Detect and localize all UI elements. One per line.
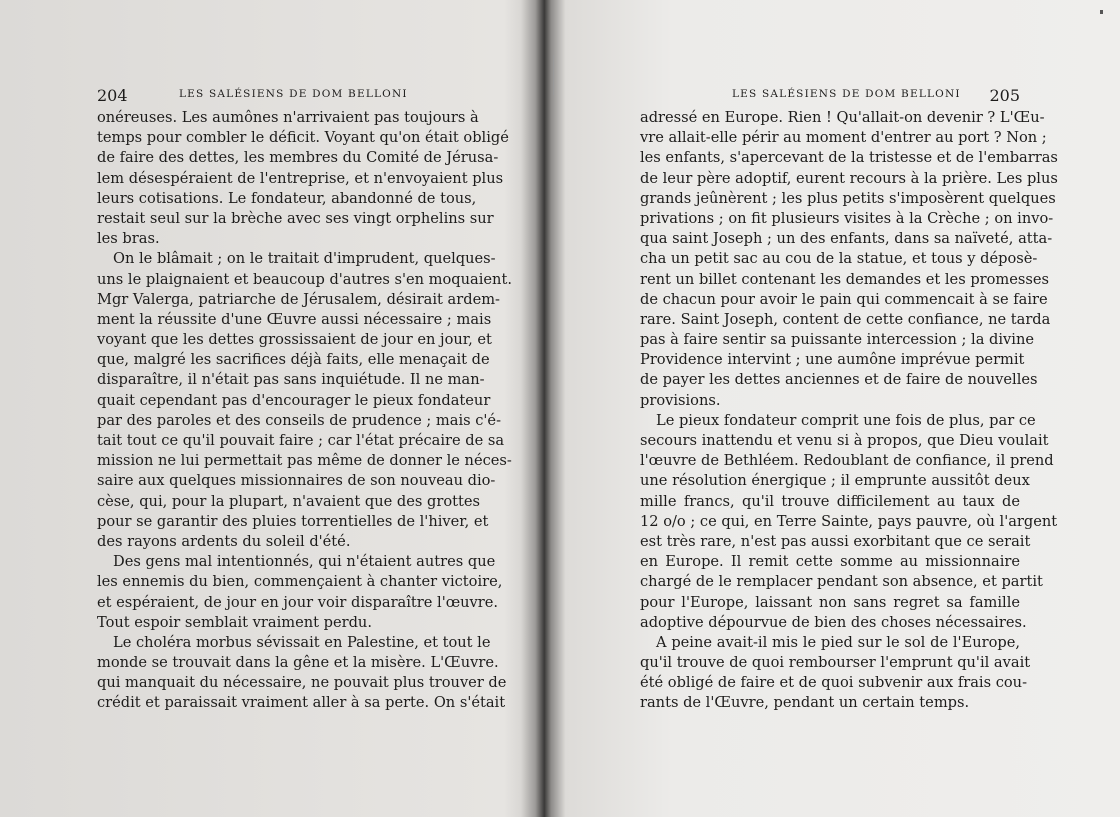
text-line: pas à faire sentir sa puissante intercession ; la divine xyxy=(640,331,1035,349)
left-page-body xyxy=(97,108,512,714)
text-line: rare. Saint Joseph, content de cette confiance, ne tarda xyxy=(640,310,1051,328)
text-line: Providence intervint ; une aumône imprévue permit xyxy=(640,351,1025,369)
text-line: restait seul sur la brèche avec ses vingt orphelins sur xyxy=(97,209,494,227)
left-page xyxy=(97,86,512,714)
text-line: Le choléra morbus sévissait en Palestine, et tout le xyxy=(113,633,491,651)
text-line: adressé en Europe. Rien ! Qu'allait-on devenir ? L'Œu- xyxy=(640,109,1045,126)
text-line: qua saint Joseph ; un des enfants, dans sa naïveté, atta- xyxy=(640,230,1053,248)
text-line: Des gens mal intentionnés, qui n'étaient autres que xyxy=(113,553,496,571)
text-line: de leur père adoptif, eurent recours à la prière. Les plus xyxy=(640,169,1058,187)
text-line: pour l'Europe, laissant non sans regret sa famille xyxy=(640,593,1020,611)
text-line: pour se garantir des pluies torrentielles de l'hiver, et xyxy=(97,512,489,530)
text-line: tait tout ce qu'il pouvait faire ; car l'état précaire de sa xyxy=(97,432,505,449)
text-line: disparaître, il n'était pas sans inquiétude. Il ne man- xyxy=(97,371,485,389)
text-line: les bras. xyxy=(97,230,160,248)
text-line: des rayons ardents du soleil d'été. xyxy=(97,532,351,550)
text-line: lem désespéraient de l'entreprise, et n'envoyaient plus xyxy=(97,169,504,187)
text-line: secours inattendu et venu si à propos, que Dieu voulait xyxy=(640,432,1049,449)
text-line: mille francs, qu'il trouve difficilement au taux de xyxy=(640,492,1020,510)
text-line: que, malgré les sacrifices déjà faits, elle menaçait de xyxy=(97,351,490,369)
text-line: les enfants, s'apercevant de la tristesse et de l'embarras xyxy=(640,149,1058,167)
text-line: provisions. xyxy=(640,391,721,409)
text-line: privations ; on fit plusieurs visites à la Crèche ; on invo- xyxy=(640,209,1054,227)
text-line: quait cependant pas d'encourager le pieux fondateur xyxy=(97,391,491,409)
text-line: de faire des dettes, les membres du Comité de Jérusa- xyxy=(97,149,499,167)
gutter-mark xyxy=(553,55,554,95)
text-line: Mgr Valerga, patriarche de Jérusalem, désirait ardem- xyxy=(97,290,500,308)
text-line: est très rare, n'est pas aussi exorbitant que ce serait xyxy=(640,532,1031,550)
text-line: de chacun pour avoir le pain qui commencait à se faire xyxy=(640,290,1048,308)
text-line: en Europe. Il remit cette somme au missionnaire xyxy=(640,553,1020,571)
text-line: On le blâmait ; on le traitait d'imprudent, quelques- xyxy=(113,250,496,268)
text-line: onéreuses. Les aumônes n'arrivaient pas toujours à xyxy=(97,109,479,126)
left-page-header xyxy=(97,86,459,108)
text-line: temps pour combler le déficit. Voyant qu'on était obligé xyxy=(97,129,509,147)
running-head: LES SALÉSIENS DE DOM BELLONI xyxy=(179,88,408,100)
text-line: saire aux quelques missionnaires de son nouveau dio- xyxy=(97,472,496,490)
text-line: été obligé de faire et de quoi subvenir aux frais cou- xyxy=(640,674,1028,692)
text-line: ment la réussite d'une Œuvre aussi nécessaire ; mais xyxy=(97,310,492,328)
right-page xyxy=(640,86,1058,714)
text-line: vre allait-elle périr au moment d'entrer au port ? Non ; xyxy=(640,129,1047,147)
text-line: qui manquait du nécessaire, ne pouvait plus trouver de xyxy=(97,674,507,692)
corner-speck xyxy=(1100,10,1103,14)
text-line: adoptive dépourvue de bien des choses nécessaires. xyxy=(640,613,1027,631)
text-line: une résolution énergique ; il emprunte aussitôt deux xyxy=(640,472,1030,490)
text-line: l'œuvre de Bethléem. Redoublant de confiance, il prend xyxy=(640,452,1054,470)
running-head: LES SALÉSIENS DE DOM BELLONI xyxy=(732,88,961,100)
text-line: les ennemis du bien, commençaient à chanter victoire, xyxy=(97,573,503,591)
text-line: cha un petit sac au cou de la statue, et tous y déposè- xyxy=(640,250,1038,268)
text-line: mission ne lui permettait pas même de donner le néces- xyxy=(97,452,512,470)
text-line: rent un billet contenant les demandes et les promesses xyxy=(640,270,1050,288)
text-line: 12 o/o ; ce qui, en Terre Sainte, pays pauvre, où l'argent xyxy=(640,512,1058,530)
right-page-body xyxy=(640,108,1058,714)
text-line: Le pieux fondateur comprit une fois de plus, par ce xyxy=(656,411,1036,429)
text-line: de payer les dettes anciennes et de faire de nouvelles xyxy=(640,371,1038,389)
text-line: qu'il trouve de quoi rembourser l'emprunt qu'il avait xyxy=(640,654,1031,672)
text-line: cèse, qui, pour la plupart, n'avaient que des grottes xyxy=(97,492,480,510)
text-line: rants de l'Œuvre, pendant un certain temps. xyxy=(640,694,970,712)
text-line: crédit et paraissait vraiment aller à sa perte. On s'était xyxy=(97,694,506,712)
right-page-header xyxy=(640,86,1020,108)
text-line: voyant que les dettes grossissaient de jour en jour, et xyxy=(97,331,492,349)
page-number: 204 xyxy=(97,86,128,105)
text-line: uns le plaignaient et beaucoup d'autres s'en moquaient. xyxy=(97,270,512,288)
text-line: leurs cotisations. Le fondateur, abandonné de tous, xyxy=(97,189,477,207)
text-line: et espéraient, de jour en jour voir disparaître l'œuvre. xyxy=(97,593,499,611)
page-number: 205 xyxy=(989,86,1020,105)
text-line: Tout espoir semblait vraiment perdu. xyxy=(97,613,372,631)
text-line: par des paroles et des conseils de prudence ; mais c'é- xyxy=(97,411,502,429)
text-line: chargé de le remplacer pendant son absence, et partit xyxy=(640,573,1043,591)
text-line: monde se trouvait dans la gêne et la misère. L'Œuvre. xyxy=(97,654,499,672)
text-line: A peine avait-il mis le pied sur le sol de l'Europe, xyxy=(656,633,1020,651)
text-line: grands jeûnèrent ; les plus petits s'imposèrent quelques xyxy=(640,189,1056,207)
